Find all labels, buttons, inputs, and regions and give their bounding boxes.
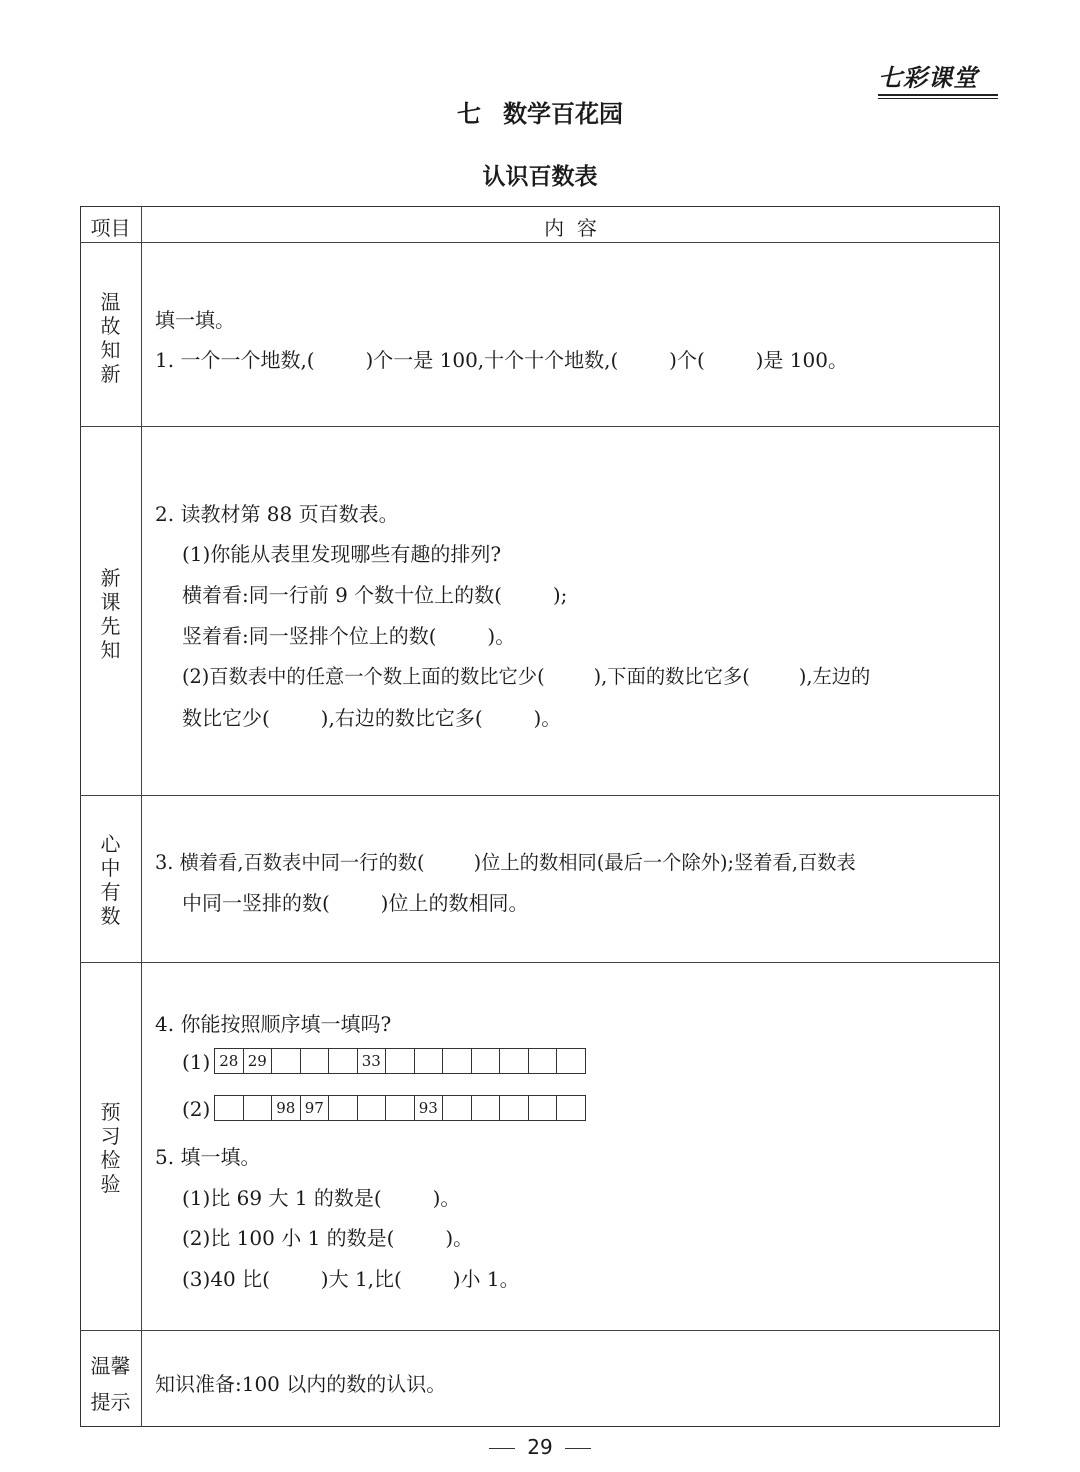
row-rule-1: [80, 426, 1000, 427]
sequence-1-grid: [214, 1048, 586, 1074]
grid-cell[interactable]: [301, 1049, 330, 1073]
grid-cell[interactable]: [557, 1096, 586, 1120]
grid-cell[interactable]: [415, 1049, 444, 1073]
sequence-2-label: (2): [182, 1097, 211, 1121]
question-5: 5. 填一填。: [155, 1145, 261, 1169]
grid-cell[interactable]: [386, 1096, 415, 1120]
label-check: 预 习 检 验: [100, 1100, 121, 1196]
question-2-part-2a: (2)百数表中的任意一个数上面的数比它少( ),下面的数比它多( ),左边的: [182, 665, 871, 688]
grid-cell[interactable]: [500, 1049, 529, 1073]
footer-dash-right: [565, 1448, 591, 1449]
brand-text: 七彩课堂: [878, 64, 978, 92]
question-3b: 中同一竖排的数( )位上的数相同。: [182, 891, 529, 915]
grid-cell[interactable]: [500, 1096, 529, 1120]
question-2-vertical: 竖着看:同一竖排个位上的数( )。: [182, 624, 516, 648]
footer-dash-left: [489, 1448, 515, 1449]
column-divider: [141, 206, 142, 1427]
grid-cell[interactable]: [529, 1049, 558, 1073]
label-new-lesson: 新 课 先 知: [100, 566, 121, 662]
grid-cell[interactable]: [272, 1049, 301, 1073]
question-5-part-1: (1)比 69 大 1 的数是( )。: [182, 1186, 461, 1210]
review-intro: 填一填。: [155, 308, 235, 332]
row-rule-4: [80, 1330, 1000, 1331]
page-footer: [0, 1435, 1080, 1459]
sequence-1-label: (1): [182, 1050, 211, 1074]
grid-cell[interactable]: [215, 1096, 244, 1120]
lesson-title: 认识百数表: [482, 164, 598, 190]
grid-cell[interactable]: [472, 1096, 501, 1120]
chapter-title: [0, 94, 1080, 129]
header-rule: [80, 242, 1000, 243]
row-rule-3: [80, 962, 1000, 963]
grid-cell: 93: [415, 1096, 444, 1120]
grid-cell[interactable]: [557, 1049, 586, 1073]
question-1: 1. 一个一个地数,( )个一是 100,十个十个地数,( )个( )是 100。: [155, 348, 848, 372]
grid-cell[interactable]: [329, 1096, 358, 1120]
grid-cell[interactable]: [443, 1049, 472, 1073]
question-2-horizontal: 横着看:同一行前 9 个数十位上的数( );: [182, 583, 568, 607]
brand-logo: [878, 58, 1000, 98]
grid-cell[interactable]: [358, 1096, 387, 1120]
sequence-2-grid: [214, 1095, 586, 1121]
grid-cell: 29: [244, 1049, 273, 1073]
question-2: 2. 读教材第 88 页百数表。: [155, 502, 399, 526]
grid-cell: 98: [272, 1096, 301, 1120]
grid-cell: 97: [301, 1096, 330, 1120]
tip-text: 知识准备:100 以内的数的认识。: [155, 1372, 447, 1396]
header-content: 内 容: [544, 216, 597, 240]
grid-cell[interactable]: [443, 1096, 472, 1120]
grid-cell: 28: [215, 1049, 244, 1073]
grid-cell[interactable]: [529, 1096, 558, 1120]
grid-cell[interactable]: [386, 1049, 415, 1073]
grid-cell[interactable]: [244, 1096, 273, 1120]
label-review: 温 故 知 新: [100, 290, 121, 386]
question-4: 4. 你能按照顺序填一填吗?: [155, 1012, 392, 1036]
label-tip: 温馨 提示: [90, 1354, 131, 1414]
question-5-part-3: (3)40 比( )大 1,比( )小 1。: [182, 1267, 520, 1291]
question-3a: 3. 横着看,百数表中同一行的数( )位上的数相同(最后一个除外);竖着看,百数表: [155, 851, 856, 874]
grid-cell[interactable]: [472, 1049, 501, 1073]
row-rule-2: [80, 795, 1000, 796]
grid-cell: 33: [358, 1049, 387, 1073]
chapter-name: 数学百花园: [503, 100, 623, 128]
header-item: 项目: [90, 216, 131, 240]
question-2-part-1: (1)你能从表里发现哪些有趣的排列?: [182, 542, 502, 566]
grid-cell[interactable]: [329, 1049, 358, 1073]
page-number: 29: [527, 1435, 553, 1459]
label-mind: 心 中 有 数: [100, 832, 121, 928]
chapter-number: 七: [457, 100, 481, 128]
question-5-part-2: (2)比 100 小 1 的数是( )。: [182, 1226, 474, 1250]
question-2-part-2b: 数比它少( ),右边的数比它多( )。: [182, 706, 562, 730]
